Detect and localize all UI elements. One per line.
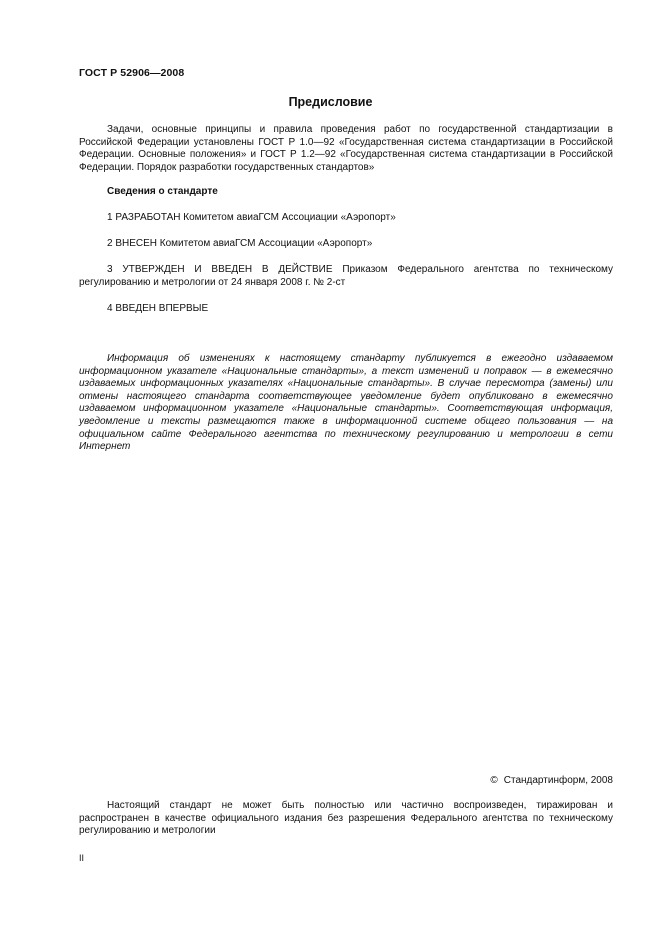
info-item-introduced: 2 ВНЕСЕН Комитетом авиаГСМ Ассоциации «Аэропорт»	[107, 238, 373, 249]
info-item-first-time: 4 ВВЕДЕН ВПЕРВЫЕ	[107, 303, 209, 314]
changes-info-paragraph: Информация об изменениях к настоящему стандарту публикуется в ежегодно издаваемом информационном указателе «Национальные стандарты», а текст изменений и поправок — в ежемесячно издаваемых информационных указателях «Национальные стандарты». В случае пересмотра (замены) или отмены настоящего стандарта соответствующее уведомление будет опубликовано в ежемесячно издаваемом информационном указателе «Национальные стандарты». Соответствующая информация, уведомление и тексты размещаются также в информационной системе общего пользования — на официальном сайте Федерального агентства по техническому регулированию и метрологии в сети Интернет	[79, 353, 613, 453]
standard-info-heading: Сведения о стандарте	[107, 186, 218, 197]
copyright-symbol: ©	[490, 775, 498, 786]
copyright-line	[490, 775, 613, 786]
page-number: II	[79, 853, 85, 863]
info-item-developed: 1 РАЗРАБОТАН Комитетом авиаГСМ Ассоциации «Аэропорт»	[107, 212, 396, 223]
info-item-approved: 3 УТВЕРЖДЕН И ВВЕДЕН В ДЕЙСТВИЕ Приказом Федерального агентства по техническому регулированию и метрологии от 24 января 2008 г. № 2-ст	[79, 264, 613, 288]
preface-intro: Задачи, основные принципы и правила проведения работ по государственной стандартизации в Российской Федерации установлены ГОСТ Р 1.0—92 «Государственная система стандартизации в Российской Федерации. Основные положения» и ГОСТ Р 1.2—92 «Государственная система стандартизации в Российской Федерации. Порядок разработки государственных стандартов»	[79, 124, 613, 173]
copyright-text: Стандартинформ, 2008	[503, 775, 613, 786]
preface-title: Предисловие	[288, 95, 373, 109]
reproduction-notice: Настоящий стандарт не может быть полностью или частично воспроизведен, тиражирован и распространен в качестве официального издания без разрешения Федерального агентства по техническому регулированию и метрологии	[79, 800, 613, 837]
standard-number: ГОСТ Р 52906—2008	[79, 67, 185, 79]
